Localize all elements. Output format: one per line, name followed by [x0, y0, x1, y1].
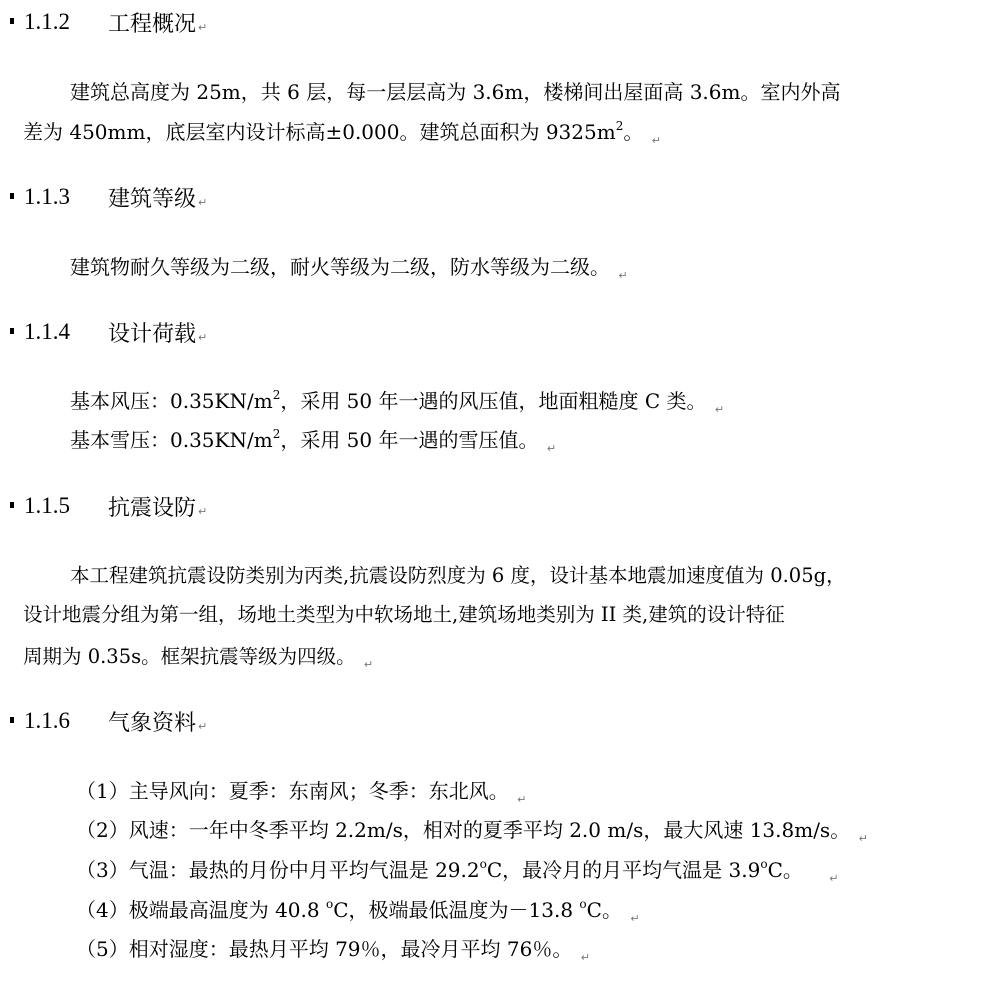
section-title: 工程概况 — [108, 11, 197, 37]
text-run: ，采用 50 年一遇的风压值，地面粗糙度 C 类。 — [280, 389, 707, 413]
paragraph-line — [23, 600, 975, 630]
superscript: o — [479, 857, 487, 872]
paragraph-mark: ↵ — [517, 793, 527, 806]
text-run: ，采用 50 年一遇的雪压值。 — [280, 428, 539, 452]
text-run: （4）极端最高温度为 40.8 — [76, 898, 326, 922]
paragraph-mark: ↵ — [198, 330, 208, 344]
text-run: C，最冷月的月平均气温是 3.9 — [486, 858, 761, 882]
text-run: 周期为 0.35s。框架抗震等级为四级。 — [23, 645, 356, 668]
superscript: 2 — [272, 427, 281, 442]
section-number: 1.1.3 — [24, 184, 70, 209]
list-item — [76, 895, 975, 925]
heading-bullet — [10, 328, 14, 334]
text-run: C，极端最低温度为－13.8 — [333, 898, 580, 922]
paragraph-line — [70, 561, 975, 591]
heading-bullet — [10, 193, 14, 199]
list-item — [76, 776, 975, 806]
paragraph-line — [70, 386, 975, 416]
paragraph-mark: ↵ — [198, 20, 208, 34]
paragraph-mark: ↵ — [714, 403, 725, 416]
section-number: 1.1.5 — [24, 493, 70, 518]
section-heading-1-1-3 — [10, 182, 207, 212]
superscript: 2 — [272, 388, 281, 403]
superscript: o — [579, 897, 587, 912]
text-run: （3）气温：最热的月份中月平均气温是 29.2 — [76, 858, 480, 882]
text-run: 建筑物耐久等级为二级，耐火等级为二级，防水等级为二级。 — [70, 255, 610, 279]
heading-bullet — [10, 18, 14, 24]
heading-bullet — [10, 502, 14, 508]
paragraph-mark: ↵ — [363, 658, 374, 671]
superscript: o — [760, 857, 768, 872]
section-heading-1-1-6 — [10, 706, 207, 736]
text-run: 本工程建筑抗震设防类别为丙类,抗震设防烈度为 6 度，设计基本地震加速度值为 0.05g， — [70, 564, 846, 587]
section-number: 1.1.2 — [24, 9, 70, 34]
paragraph-mark: ↵ — [829, 872, 839, 885]
text-run: 。 — [623, 120, 644, 144]
section-heading-1-1-2 — [10, 7, 207, 37]
text-run: 设计地震分组为第一组，场地土类型为中软场地土,建筑场地类别为 II 类,建筑的设计特征 — [23, 603, 785, 626]
paragraph-line — [70, 77, 975, 107]
paragraph-line — [70, 252, 975, 282]
section-heading-1-1-5 — [10, 491, 207, 521]
text-run: C。 — [586, 898, 622, 922]
section-title: 抗震设防 — [108, 495, 197, 521]
paragraph-mark: ↵ — [630, 912, 640, 925]
text-run: （1）主导风向：夏季：东南风；冬季：东北风。 — [76, 779, 509, 803]
paragraph-mark: ↵ — [198, 719, 208, 733]
section-heading-1-1-4 — [10, 317, 207, 347]
section-title: 建筑等级 — [108, 186, 197, 212]
section-number: 1.1.6 — [24, 708, 70, 733]
text-run: 建筑总高度为 25m，共 6 层，每一层层高为 3.6m，楼梯间出屋面高 3.6m。室内外高 — [70, 80, 841, 104]
text-run: 基本雪压：0.35KN/m — [70, 428, 273, 452]
text-run: 差为 450mm，底层室内设计标高±0.000。建筑总面积为 9325m — [23, 120, 616, 144]
paragraph-line — [23, 117, 975, 147]
heading-bullet — [10, 717, 14, 723]
superscript: 2 — [615, 119, 624, 134]
paragraph-line — [70, 425, 975, 455]
list-item — [76, 815, 975, 845]
text-run: （5）相对湿度：最热月平均 79％，最冷月平均 76％。 — [76, 937, 573, 961]
paragraph-mark: ↵ — [618, 269, 628, 282]
text-run: （2）风速：一年中冬季平均 2.2m/s，相对的夏季平均 2.0 m/s，最大风速 13.8m/s。 — [76, 818, 851, 842]
paragraph-mark: ↵ — [858, 832, 868, 845]
list-item — [76, 855, 975, 885]
paragraph-mark: ↵ — [580, 951, 590, 964]
paragraph-mark: ↵ — [198, 504, 208, 518]
text-run: C。 — [767, 858, 803, 882]
list-item — [76, 934, 975, 964]
section-number: 1.1.4 — [24, 319, 70, 344]
paragraph-line — [23, 642, 975, 672]
paragraph-mark: ↵ — [546, 442, 557, 455]
section-title: 设计荷载 — [108, 321, 197, 347]
section-title: 气象资料 — [108, 710, 197, 736]
superscript: o — [325, 897, 334, 912]
paragraph-mark: ↵ — [651, 134, 661, 147]
text-run: 基本风压：0.35KN/m — [70, 389, 273, 413]
paragraph-mark: ↵ — [198, 195, 208, 209]
